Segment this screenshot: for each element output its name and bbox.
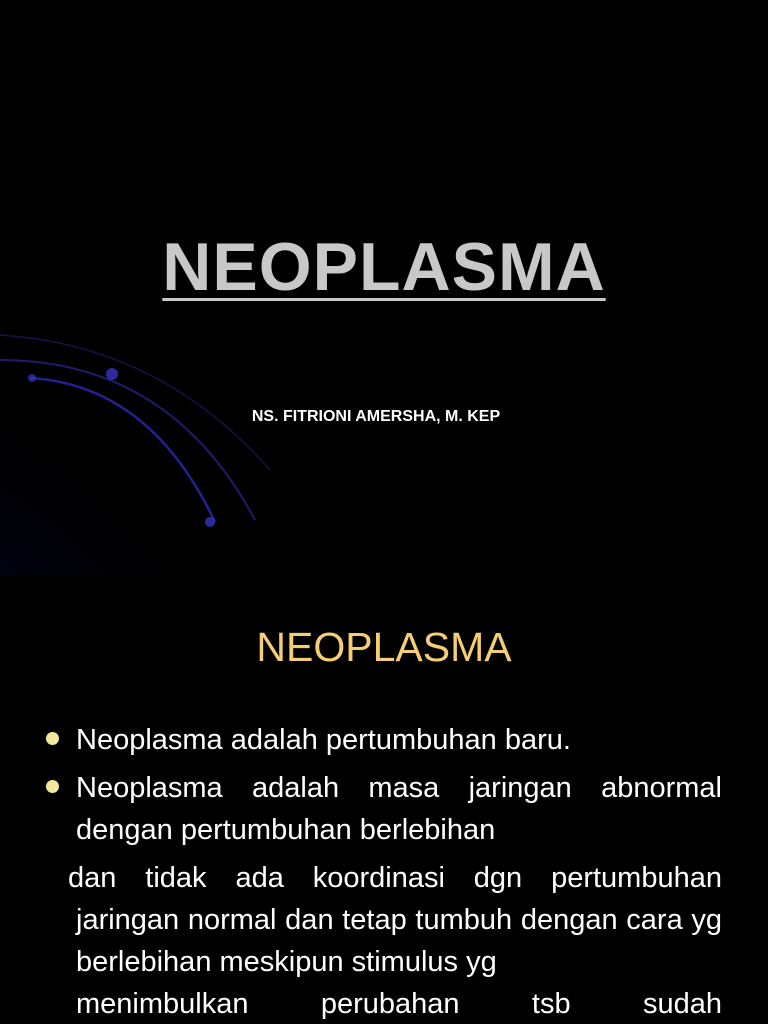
bullet-continuation	[66, 857, 722, 1024]
slide-title: NEOPLASMA	[162, 229, 606, 305]
bullet-item	[46, 767, 722, 851]
continuation-last-line: menimbulkan perubahan tsb sudah	[76, 988, 722, 1020]
bullet-text: Neoplasma adalah pertumbuhan baru.	[76, 724, 571, 756]
bullet-item	[46, 719, 722, 761]
slide-heading: NEOPLASMA	[256, 624, 512, 670]
bullet-text: Neoplasma adalah masa jaringan abnormal dengan pertumbuhan berlebihan	[76, 772, 722, 846]
slide-subtitle: NS. FITRIONI AMERSHA, M. KEP	[251, 408, 501, 425]
content-slide	[0, 576, 768, 1024]
continuation-text: dan tidak ada koordinasi dgn pertumbuhan jaringan normal dan tetap tumbuh dengan cara yg berlebihan meskipun stimulus yg	[68, 862, 722, 978]
bullet-dot-icon	[46, 780, 59, 793]
bullet-list	[46, 719, 722, 1024]
bullet-dot-icon	[46, 732, 59, 745]
